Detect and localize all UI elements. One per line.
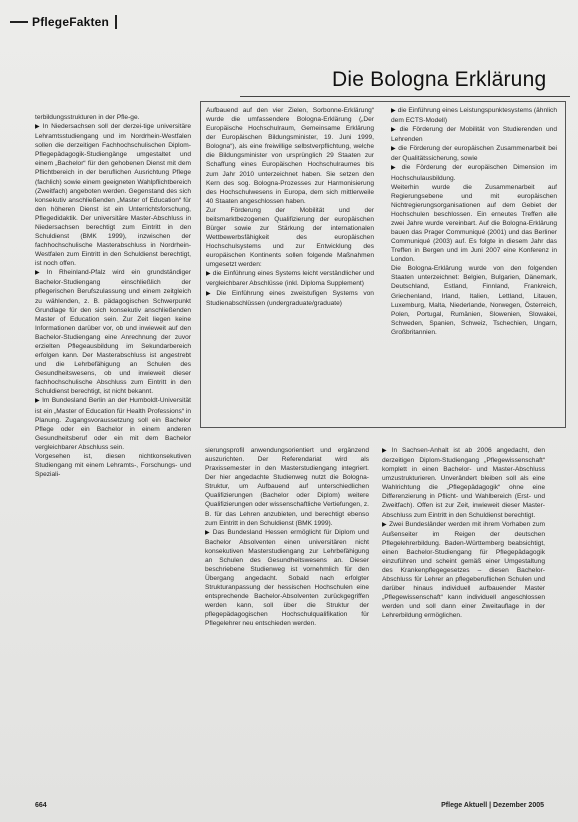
paragraph: Vorgesehen ist, diesen nichtkonsekutiven Studiengang mit einem Lehramts-, Forschungs- und Speziali- bbox=[35, 452, 191, 479]
bullet-arrow-icon: ▶ bbox=[391, 165, 400, 172]
title-underline bbox=[240, 96, 570, 97]
rubric-divider bbox=[115, 15, 117, 29]
paragraph: ▶ In Niedersachsen soll der derzei-tige universitäre Lehramtsstudiengang und im Nordrhein-Westfalen sollen die derzeitigen Fachhochschulischen Diplom-Pflegepädagogik-Studiengänge umgestaltet und einem „Bachelor“ für den gehobenen Dienst mit dem Pflichtbereich in der beruflichen Ausrichtung Pflege (fachlich) sowie einem geeigneten Wahlpflichtbereich (Zweitfach) angeboten werden. Gegenstand des sich konsekutiv anschließenden „Master of Education“ für den höheren Dienst ist ein Unterrichtsforschung, Pflegedidaktik. Der universitäre Master-Abschluss in Niedersachsen berechtigt zum Eintritt in den Schuldienst (BMK 1999), inzwischen der fachhochschulische Masterabschluss in Nordrhein-Westfalen zum Eintritt in den Schuldienst berechtigt, ist noch offen. bbox=[35, 123, 191, 268]
bullet-arrow-icon: ▶ bbox=[205, 529, 211, 536]
bullet-arrow-icon: ▶ bbox=[35, 124, 41, 131]
bullet-arrow-icon: ▶ bbox=[382, 448, 390, 454]
list-item: ▶ die Förderung der europäischen Zusammenarbeit bei der Qualitätssicherung, sowie bbox=[391, 145, 557, 163]
bullet-arrow-icon: ▶ bbox=[382, 521, 388, 528]
paragraph: sierungsprofil anwendungsorientiert und ergänzend auszurichten. Der Referendariat wird als Praxissemester in den Masterstudiengang integriert. Der hier angedachte Studienweg nutzt die Bologna-Struktur, um Aufbauend auf unterschiedlichen Qualifizierungen (Bachelor oder Diplom) weitere Qualifizierungen oder wissenschaftliche Vertiefungen, z. B. für das Lehren anzubieten, und berechtigt ebenso zum Eintritt in den Schuldienst (BMK 1999). bbox=[205, 447, 369, 527]
paragraph: terbildungsstrukturen in der Pfle-ge. bbox=[35, 114, 140, 121]
rubric-label: PflegeFakten bbox=[32, 15, 110, 29]
bullet-arrow-icon: ▶ bbox=[391, 127, 398, 134]
bologna-info-box bbox=[200, 101, 566, 428]
paragraph: ▶ In Sachsen-Anhalt ist ab 2006 angedacht, den derzeitigen Diplom-Studiengang „Pflegewissenschaft“ komplett in einen Bachelor- und Master-Abschluss umzustrukturieren. Unverändert bleiben soll als eine Wahlrichtung die „Pflegepädagogik“ ohne eine Differenzierung in Pflicht- und Wahlbereich (Erst- und Zweitfach). Offen ist zur Zeit, inwieweit dieser Master-Abschluss zum Eintritt in den Schuldienst berechtigt. bbox=[382, 447, 545, 519]
left-text-column bbox=[35, 113, 191, 793]
bullet-arrow-icon: ▶ bbox=[35, 270, 45, 277]
article-title: Die Bologna Erklärung bbox=[332, 68, 547, 91]
bullet-arrow-icon: ▶ bbox=[391, 146, 397, 153]
section-rubric bbox=[10, 14, 117, 30]
right-text-column bbox=[382, 446, 545, 790]
list-item: ▶ die Einführung eines Leistungspunktesystems (ähnlich dem ECTS-Modell) bbox=[391, 107, 557, 125]
list-item: ▶ Die Einführung eines zweistufigen Systems von Studienabschlüssen (undergraduate/graduate) bbox=[206, 289, 374, 307]
paragraph: Die Bologna-Erklärung wurde von den folgenden Staaten unterzeichnet: Belgien, Bulgarien, Dänemark, Deutschland, Estland, Finnland, Frankreich, Griechenland, Irland, Italien, Lettland, Litauen, Luxemburg, Malta, Niederlande, Norwegen, Österreich, Polen, Portugal, Rumänien, Slowenien, Slowakei, Schweden, Spanien, Schweiz, Tschechien, Ungarn, Großbritannien. bbox=[391, 265, 557, 336]
list-item: ▶ die Förderung der europäischen Dimension im Hochschulausbildung. bbox=[391, 164, 557, 182]
paragraph: ▶ Im Bundesland Berlin an der Humboldt-Universität ist ein „Master of Education für Health Professions“ in Planung. Zugangsvoraussetzung soll ein Bachelor Pflege oder ein Bachelor in einem anderen Gesundheitsberuf oder ein mit dem Bachelor vergleichbarer Abschluss sein. bbox=[35, 397, 191, 451]
publication-footer: Pflege Aktuell | Dezember 2005 bbox=[441, 802, 544, 809]
paragraph: ▶ Zwei Bundesländer werden mit ihrem Vorhaben zum Außenseiter im Reigen der deutschen Pflegelehrerbildung. Baden-Württemberg beabsichtigt, einen Bachelor-Studiengang für Pflegepädagogik einzuführen und scheint gemäß einer Umgestaltung des Krankenpflegegesetzes – diesen Bachelor-Abschluss für Lehrer an pflegeberuflichen Schulen und darüber hinaus individuell aufbauender Master „Pflegewissenschaft“ kann individuell angeschlossen werden und soll dann einer Zweitauflage in der Lehrerbildung ermöglichen. bbox=[382, 520, 545, 620]
info-box-column-2 bbox=[391, 106, 557, 422]
paragraph: Weiterhin wurde die Zusammenarbeit auf Regierungsebene und mit europäischen Nichtregierungsorganisationen auf dem Gebiet der Hochschulen beschlossen. Ein erneutes Treffen alle zwei Jahre wurde vereinbart. Auf die Bologna-Erklärung bauen das Prager Communiqué (2001) und das Berliner Communiqué (2003) auf. Es folgte in diesem Jahr das Treffen in Bergen und im Juni 2007 eine Konferenz in London. bbox=[391, 183, 557, 264]
bullet-arrow-icon: ▶ bbox=[206, 290, 215, 297]
bullet-arrow-icon: ▶ bbox=[35, 398, 41, 405]
paragraph: Aufbauend auf den vier Zielen, Sorbonne-Erklärung“ wurde die umfassendere Bologna-Erklärung („Der Europäische Hochschulraum, Gemeinsame Erklärung der Europäischen Bildungsminister, 19. Juni 1999, Bologna“), als eine freiwillige selbstverpflichtung, welche die Bildungsminister von ursprünglich 29 Staaten zur Schaffung eines Europäischen Hochschulraumes bis zum Jahr 2010 unterzeichnet haben. Sie setzen den Kern des sog. Bologna-Prozesses zur Harmonisierung des Hochschulwesens in Europa, dem sich mittlerweile 40 Staaten angeschlossen haben. bbox=[206, 107, 374, 205]
page-number: 664 bbox=[35, 802, 47, 809]
middle-text-column bbox=[205, 446, 369, 790]
info-box-column-1 bbox=[206, 106, 374, 422]
bullet-arrow-icon: ▶ bbox=[206, 271, 211, 278]
paragraph: ▶ Das Bundesland Hessen ermöglicht für Diplom und Bachelor Absolventen einen universitären nicht konsekutiven Masterstudiengang zur Lehrbefähigung an Schulen des Gesundheitswesens an. Dieser beschriebene Studienweg ist vornehmlich für den Übergang angedacht. Sobald nach erfolgter Strukturanpassung der hessischen Hochschulen eine entsprechende Bachelor-Absolventen zurückgegriffen werden kann, soll über die Struktur der pflegepädagogischen Hochschulqualifikation für Pflegelehrer neu entschieden werden. bbox=[205, 528, 369, 628]
list-item: ▶ die Förderung der Mobilität von Studierenden und Lehrenden bbox=[391, 126, 557, 144]
list-item: ▶ die Einführung eines Systems leicht verständlicher und vergleichbarer Abschlüsse (inkl. Diploma Supplement) bbox=[206, 270, 374, 288]
paragraph: ▶ In Rheinland-Pfalz wird ein grundständiger Bachelor-Studiengang einschließlich der pflegerischen Berufszulassung und einem zeitgleich zu wählenden, z. B. pädagogischen Schwerpunkt Grundlage für den sich konsekutiv anschließenden Master of Education sein. Zur Zeit liegen keine Informationen darüber vor, ob und inwieweit auf den Bachelor-Studiengang eine Anrechnung der zuvor erzielten Pflegeausbildung im Sekundarbereich erfolgen kann. Der Masterabschluss ist angestrebt und die Lehrbefähigung an Schulen des Gesundheitswesens, ob und inwieweit dieser fachhochschulische Abschluss zum Eintritt in den Schuldienst berechtigt, ist nicht bekannt. bbox=[35, 269, 191, 396]
bullet-arrow-icon: ▶ bbox=[391, 108, 396, 114]
rubric-rule bbox=[10, 21, 28, 23]
paragraph: Zur Förderung der Mobilität und der beitsmarktbezogenen Qualifizierung der europäischen Bürger sowie zur Stärkung der internationalen Wettbewerbsfähigkeit des europäischen Hochschulsystems und zur Entwicklung des europäischen Kontinents sollen folgende Maßnahmen umgesetzt werden: bbox=[206, 206, 374, 269]
